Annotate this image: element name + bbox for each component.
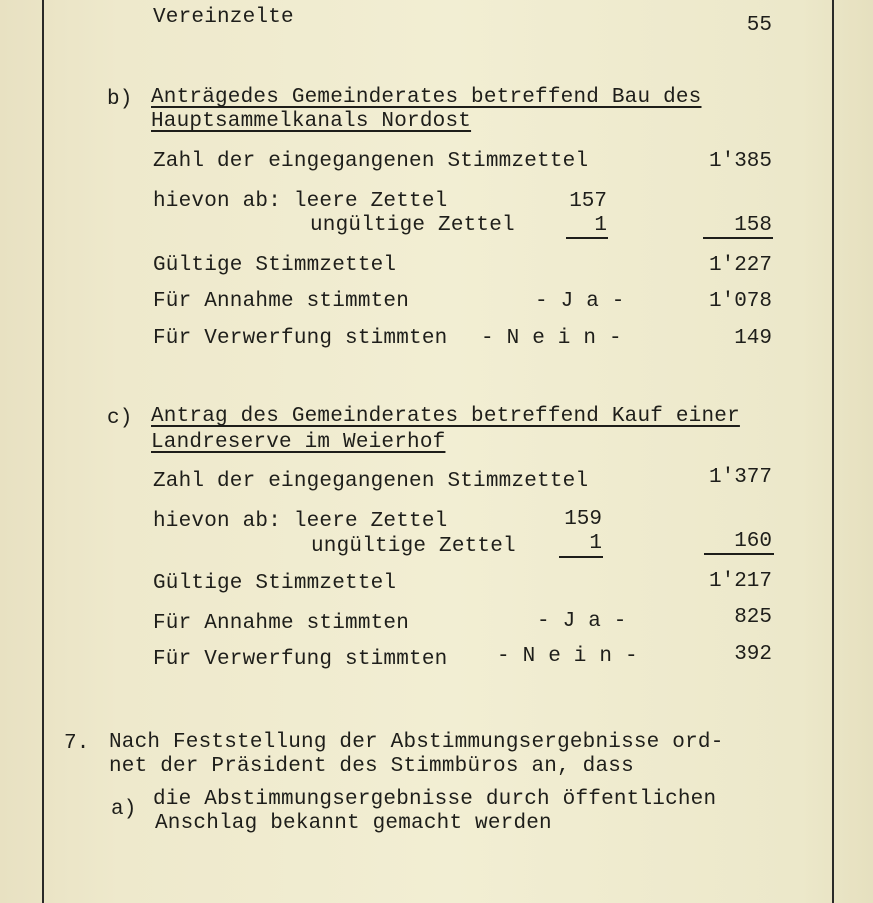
item-7-sub-a-line1: die Abstimmungsergebnisse durch öffentlichen [153,788,717,811]
section-b-invalid-value: 1 [594,214,607,237]
section-c-valid-value: 1'217 [708,570,772,593]
section-c-blank-value: 159 [564,508,602,531]
section-c-received-value: 1'377 [708,466,772,489]
section-c-title-line2: Landreserve im Weierhof [151,431,446,454]
section-b-title-line1: Anträgedes Gemeinderates betreffend Bau des [151,86,702,109]
top-label: Vereinzelte [153,6,294,29]
section-b-blank-value: 157 [569,190,607,213]
section-b-invalid-label: ungültige Zettel [310,214,515,237]
item-7-sub-a-line2: Anschlag bekannt gemacht werden [155,812,552,835]
section-b-valid-label: Gültige Stimmzettel [153,254,397,277]
section-c-yes-label: Für Annahme stimmten [153,612,410,635]
section-b-no-label: Für Verwerfung stimmten [153,327,448,350]
section-b-total-rule [703,237,773,239]
section-c-no-label: Für Verwerfung stimmten [153,648,448,671]
section-c-invalid-label: ungültige Zettel [311,535,516,558]
section-b-no-marker: - N e i n - [481,327,622,350]
section-c-received-label: Zahl der eingegangenen Stimmzettel [153,470,589,493]
section-c-title-line1: Antrag des Gemeinderates betreffend Kauf einer [151,405,740,428]
section-c-yes-marker: - J a - [537,610,627,633]
section-c-deduct-total: 160 [734,530,772,553]
item-7-sub-a-marker: a) [111,798,137,821]
section-b-marker: b) [107,88,133,111]
section-b-deduct-label: hievon ab: leere Zettel [153,190,448,213]
left-margin-rule [42,0,44,903]
section-c-yes-value: 825 [734,606,772,629]
item-7-line1: Nach Feststellung der Abstimmungsergebnisse ord- [109,731,724,754]
section-c-no-marker: - N e i n - [497,645,638,668]
item-7-line2: net der Präsident des Stimmbüros an, dass [109,755,634,778]
section-b-received-value: 1'385 [708,150,772,173]
section-b-title-line2: Hauptsammelkanals Nordost [151,110,472,133]
section-c-no-value: 392 [734,643,772,666]
section-b-valid-value: 1'227 [708,254,772,277]
section-c-subtotal-rule [559,556,603,558]
section-b-received-label: Zahl der eingegangenen Stimmzettel [153,150,589,173]
right-margin-rule [832,0,834,903]
section-b-deduct-total: 158 [734,214,772,237]
section-c-valid-label: Gültige Stimmzettel [153,572,397,595]
item-7-marker: 7. [64,732,90,755]
section-c-deduct-label: hievon ab: leere Zettel [153,510,448,533]
section-b-yes-value: 1'078 [708,290,772,313]
section-b-no-value: 149 [734,327,772,350]
section-c-total-rule [704,553,774,555]
section-b-yes-label: Für Annahme stimmten [153,290,410,313]
section-b-subtotal-rule [566,237,608,239]
top-value: 55 [746,14,772,37]
section-c-invalid-value: 1 [589,532,602,555]
section-b-yes-marker: - J a - [535,290,625,313]
section-c-marker: c) [107,407,133,430]
